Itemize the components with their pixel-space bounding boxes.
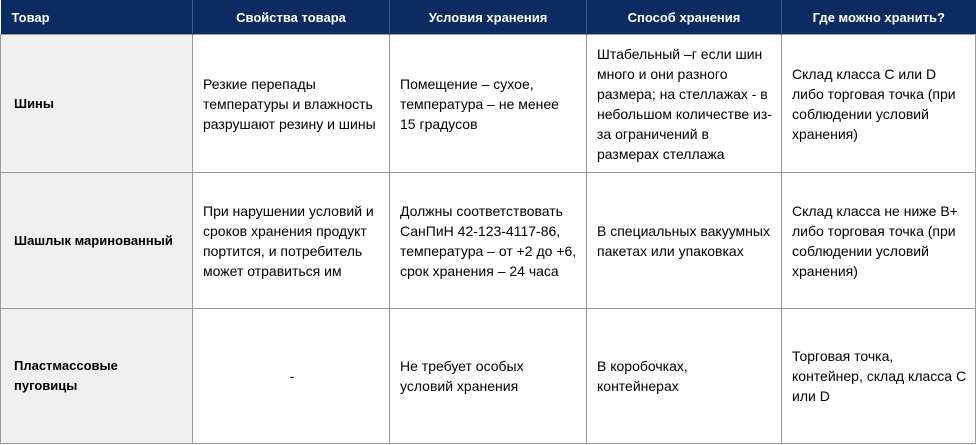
conditions-cell: Должны соответствовать СанПиН 42-123-4117-86, температура – от +2 до +6, срок хранения – 24 часа [390,173,587,309]
header-where: Где можно хранить? [782,0,976,35]
table-row [1,309,976,444]
goods-cell: Шашлык маринованный [1,173,193,309]
header-properties: Свойства товара [193,0,390,35]
properties-cell: При нарушении условий и сроков хранения продукт портится, и потребитель может отравиться им [193,173,390,309]
goods-cell: Шины [1,35,193,173]
header-conditions: Условия хранения [390,0,587,35]
method-cell: Штабельный –г если шин много и они разного размера; на стеллажах - в небольшом количестве из-за ограничений в размерах стеллажа [587,35,782,173]
conditions-cell: Не требует особых условий хранения [390,309,587,444]
where-cell: Торговая точка, контейнер, склад класса С или D [782,309,976,444]
table-row [1,173,976,309]
method-cell: В коробочках, контейнерах [587,309,782,444]
properties-cell: Резкие перепады температуры и влажность разрушают резину и шины [193,35,390,173]
where-cell: Склад класса не ниже В+ либо торговая точка (при соблюдении условий хранения) [782,173,976,309]
properties-cell: - [193,309,390,444]
table-header-row [1,0,976,35]
method-cell: В специальных вакуумных пакетах или упаковках [587,173,782,309]
table-row [1,35,976,173]
header-method: Способ хранения [587,0,782,35]
goods-cell: Пластмассовые пуговицы [1,309,193,444]
conditions-cell: Помещение – сухое, температура – не менее 15 градусов [390,35,587,173]
header-goods: Товар [1,0,193,35]
where-cell: Склад класса С или D либо торговая точка (при соблюдении условий хранения) [782,35,976,173]
